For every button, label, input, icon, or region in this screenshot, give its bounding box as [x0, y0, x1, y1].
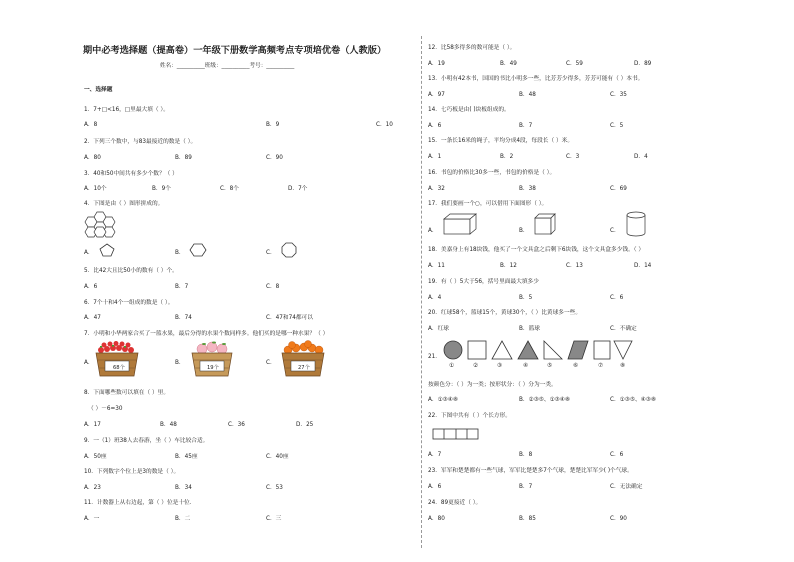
- student-info-line: 姓名：__________班级：__________考号：__________: [160, 63, 295, 69]
- question-9: 9．一（1）班38人去春游，坐（ ）车比较合适。: [84, 438, 209, 444]
- orange-basket-image: [281, 342, 325, 378]
- q6-option-b: B．74: [175, 315, 192, 321]
- q19-option-a: A．4: [428, 295, 442, 301]
- q3-option-b: B．9个: [152, 186, 171, 192]
- q18-option-c: C．13: [566, 263, 583, 269]
- q20-option-b: B．篮球: [519, 326, 540, 332]
- q8-option-b: B．48: [160, 422, 177, 428]
- shape-number-7: ⑦: [598, 363, 604, 369]
- q15-option-b: B．2: [500, 154, 514, 160]
- q19-option-b: B．5: [519, 295, 533, 301]
- question-10: 10．下列数字个位上是3的数是（ ）。: [84, 469, 180, 475]
- orange-count-label: 27个: [298, 365, 310, 371]
- peach-count-label: 19个: [207, 365, 219, 371]
- q11-option-c: C．三: [266, 516, 282, 522]
- shape-number-5: ⑤: [547, 363, 553, 369]
- question-5: 5．比42大且比50小的数有（ ）个。: [84, 268, 178, 274]
- q21-option-a: A．①③④⑧: [428, 397, 458, 403]
- q2-option-a: A．80: [84, 155, 101, 161]
- q1-option-b: B．9: [266, 122, 280, 128]
- q18-option-d: D．14: [634, 263, 652, 269]
- shape-6-gray-parallelogram: [568, 341, 588, 359]
- q7-option-a: A．: [84, 360, 94, 366]
- q7-option-b: B．: [175, 360, 185, 366]
- q21-option-b: B．②③⑤、①③④⑧: [519, 397, 570, 403]
- question-6: 6．7个十和4个一组成的数是（ ）。: [84, 300, 174, 306]
- shape-number-6: ⑥: [573, 363, 579, 369]
- question-22: 22．下图中共有（ ）个长方形。: [428, 413, 511, 419]
- q4-option-b: B．: [175, 250, 185, 256]
- q9-option-b: B．45座: [175, 454, 198, 460]
- cuboid-figure: [443, 213, 477, 235]
- question-2: 2．下列三个数中，与83最接近的数是（ ）。: [84, 139, 197, 145]
- shape-8-inverted-triangle: [614, 341, 632, 359]
- shape-number-1: ①: [449, 363, 455, 369]
- q9-option-c: C．40座: [266, 454, 289, 460]
- q14-option-c: C．5: [610, 123, 624, 129]
- shape-number-3: ③: [497, 363, 503, 369]
- question-12: 12．比58多得多的数可能是（ ）。: [428, 45, 516, 51]
- q15-option-a: A．1: [428, 154, 442, 160]
- q16-option-a: A．32: [428, 186, 445, 192]
- q2-option-c: C．90: [266, 155, 283, 161]
- q2-option-b: B．89: [175, 155, 192, 161]
- q18-option-b: B．12: [500, 263, 517, 269]
- shape-7-rectangle: [594, 341, 610, 359]
- q23-option-b: B．7: [519, 484, 533, 490]
- page-title: 期中必考选择题（提高卷）一年级下册数学高频考点专项培优卷（人教版）: [83, 45, 387, 56]
- question-7: 7．小明和小华两家合买了一篮水果，最后分得的水果个数同样多。他们买的是哪一种水果？（ ）: [84, 331, 329, 337]
- shape-number-8: ⑧: [620, 363, 626, 369]
- section-heading: 一、选择题: [84, 87, 113, 93]
- question-19: 19．有（ ）5大于56，括号里面最大填多少: [428, 279, 539, 285]
- q10-option-b: B．34: [175, 485, 192, 491]
- q23-option-a: A．6: [428, 484, 442, 490]
- q12-option-c: C．59: [566, 61, 583, 67]
- question-16: 16．书包的价格比30多一些，书包的价格是（ ）。: [428, 170, 556, 176]
- q12-option-b: B．49: [500, 61, 517, 67]
- question-8: 8．下面哪些数可以填在（ ）里。: [84, 390, 170, 396]
- q12-option-d: D．89: [634, 61, 652, 67]
- shape-4-gray-triangle: [518, 341, 538, 359]
- q5-option-a: A．6: [84, 284, 98, 290]
- q22-option-c: C．6: [610, 452, 624, 458]
- q17-option-b: B．: [519, 228, 529, 234]
- shape-number-4: ④: [523, 363, 529, 369]
- q11-option-a: A．一: [84, 516, 100, 522]
- q24-option-a: A．80: [428, 516, 445, 522]
- cylinder-figure: [626, 211, 646, 237]
- q3-option-d: D．7个: [288, 186, 308, 192]
- strawberry-basket-image: [95, 342, 139, 378]
- q7-option-c: C．: [266, 360, 276, 366]
- q24-option-c: C．90: [610, 516, 627, 522]
- shape-number-2: ②: [473, 363, 479, 369]
- q13-option-a: A．97: [428, 92, 445, 98]
- q21-option-c: C．①③⑤、④③⑧: [610, 397, 656, 403]
- q12-option-a: A．19: [428, 61, 445, 67]
- q22-option-b: B．8: [519, 452, 533, 458]
- shape-3-triangle: [492, 341, 512, 359]
- q21-shapes-row: [442, 340, 632, 364]
- question-1: 1．7+□<16，□里最大填（ ）。: [84, 107, 169, 113]
- question-23: 23．军军和楚楚都有一些气球，军军比楚楚多7个气球，楚楚比军军少( )个气球。: [428, 468, 633, 474]
- q23-option-c: C．无法确定: [610, 484, 643, 490]
- question-14: 14．七巧板是由( )块板组成的。: [428, 107, 510, 113]
- q6-option-a: A．47: [84, 315, 101, 321]
- question-24: 24．89更接近（ ）。: [428, 500, 482, 506]
- question-17: 17．我们要画一个○，可以借用下面图形（ ）。: [428, 201, 548, 207]
- question-11: 11．计数器上从右边起，第（ ）位是十位．: [84, 500, 196, 506]
- q5-option-b: B．7: [175, 284, 189, 290]
- q24-option-b: B．85: [519, 516, 536, 522]
- q16-option-c: C．69: [610, 186, 627, 192]
- column-divider: [421, 36, 422, 548]
- strawberry-count-label: 68个: [113, 365, 125, 371]
- shape-2-square: [468, 341, 486, 359]
- q8-option-c: C．36: [228, 422, 245, 428]
- q3-option-a: A．10个: [84, 186, 107, 192]
- question-15: 15．一条长16米的绳子，平均分成4段，每段长（ ）米。: [428, 138, 574, 144]
- q17-option-a: A．: [428, 228, 438, 234]
- question-4: 4．下图是由（ ）图形拼成的。: [84, 201, 164, 207]
- q14-option-b: B．7: [519, 123, 533, 129]
- q19-option-c: C．6: [610, 295, 624, 301]
- q22-option-a: A．7: [428, 452, 442, 458]
- q13-option-b: B．48: [519, 92, 536, 98]
- rectangles-strip-figure: [432, 428, 480, 440]
- q8-option-a: A．17: [84, 422, 101, 428]
- peach-basket-image: [190, 342, 234, 378]
- question-3: 3．40和50中间共有多少个数？（ ）: [84, 171, 178, 177]
- shape-1-gray-circle: [444, 341, 462, 359]
- pentagon-icon: [99, 243, 115, 257]
- question-21-label: 21．: [428, 354, 441, 360]
- question-18: 18．美嘉身上有18块钱，他买了一个文具盒之后剩下6块钱，这个文具盒多少钱。（ ）: [428, 247, 645, 253]
- q1-option-c: C．10: [376, 122, 393, 128]
- q11-option-b: B．二: [175, 516, 191, 522]
- question-21: 按颜色分：（ ）为一类；按形状分：（ ）分为一类。: [428, 382, 557, 388]
- q4-option-a: A．: [84, 250, 94, 256]
- q10-option-c: C．53: [266, 485, 283, 491]
- q14-option-a: A．6: [428, 123, 442, 129]
- q5-option-c: C．8: [266, 284, 280, 290]
- q20-option-a: A．红球: [428, 326, 449, 332]
- q16-option-b: B．38: [519, 186, 536, 192]
- q9-option-a: A．50座: [84, 454, 107, 460]
- q15-option-d: D．4: [634, 154, 648, 160]
- q10-option-a: A．23: [84, 485, 101, 491]
- q20-option-c: C．不确定: [610, 326, 637, 332]
- q8-equation: （ ）－6=30: [88, 406, 123, 412]
- octagon-icon: [281, 242, 297, 258]
- hexagon-cluster-figure: [84, 210, 124, 240]
- q6-option-c: C．47和74都可以: [266, 315, 313, 321]
- cube-figure: [534, 213, 556, 235]
- question-13: 13．小明有42本书，国国的书比小明多一些，比芳芳少得多，芳芳可能有（ ）本书。: [428, 76, 644, 82]
- question-20: 20．红球58个，篮球15个，黄球30个，（ ）比黄球多一些。: [428, 310, 582, 316]
- q3-option-c: C．8个: [220, 186, 239, 192]
- hexagon-icon: [190, 243, 206, 257]
- q13-option-c: C．35: [610, 92, 627, 98]
- q8-option-d: D．25: [296, 422, 314, 428]
- q17-option-c: C．: [610, 228, 620, 234]
- q4-option-c: C．: [266, 250, 276, 256]
- q18-option-a: A．11: [428, 263, 445, 269]
- q15-option-c: C．3: [566, 154, 580, 160]
- q1-option-a: A．8: [84, 122, 98, 128]
- shape-5-right-triangle: [544, 341, 562, 359]
